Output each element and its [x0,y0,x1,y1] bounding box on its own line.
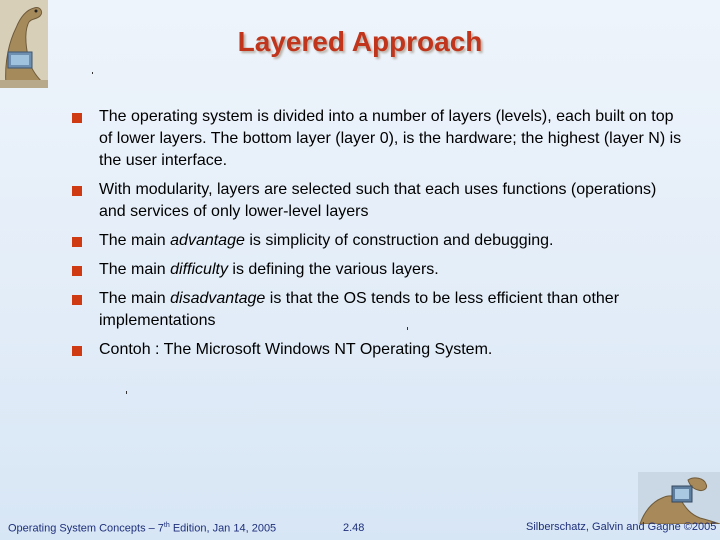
bullet-item [72,288,682,332]
bullet-text-part: The main [99,232,171,249]
bullet-item [72,106,682,172]
bullet-text: The operating system is divided into a number of layers (levels), each built on top of lower layers. The bottom layer (layer 0), is the hardware; the highest (layer N) is the user interface. [99,108,682,169]
bullet-text-part: is that the OS tends to be less efficient than other implementations [99,290,620,329]
bullet-square-icon [72,346,82,356]
slide-title: Layered Approach [237,26,483,57]
footer-edition: Edition, Jan 14, 2005 [169,522,277,535]
bullet-square-icon [72,113,82,123]
page-number: 2.48 [343,522,365,534]
bullet-text-part: The main [99,290,171,307]
bullet-square-icon [72,295,82,305]
bullet-text: Contoh : The Microsoft Windows NT Operating System. [99,341,493,358]
bullet-emphasis: difficulty [170,261,228,278]
dinosaur-logo-icon [638,472,720,524]
bullet-text-part: The main [99,261,171,278]
artifact-dot [92,72,93,74]
bullet-text: With modularity, layers are selected such that each uses functions (operations) and services of only lower-level layers [99,181,657,220]
footer-copyright: Silberschatz, Galvin and Gagne ©2005 [526,521,717,533]
footer-book-info [8,522,276,535]
footer-edition-sup: th [163,522,170,529]
footer-book: Operating System Concepts – 7 [8,522,164,535]
bullet-square-icon [72,237,82,247]
bullet-text-part: is defining the various layers. [227,261,439,278]
bullet-item [72,230,682,252]
bullet-square-icon [72,186,82,196]
artifact-dot [407,327,408,330]
bullet-item [72,339,682,361]
artifact-dot [126,391,127,394]
bullet-item [72,259,682,281]
bullet-emphasis: disadvantage [170,290,266,307]
bullet-emphasis: advantage [170,232,245,249]
bullet-list [72,106,682,368]
bullet-text-part: is simplicity of construction and debugging. [244,232,554,249]
bullet-square-icon [72,266,82,276]
bullet-item [72,179,682,223]
